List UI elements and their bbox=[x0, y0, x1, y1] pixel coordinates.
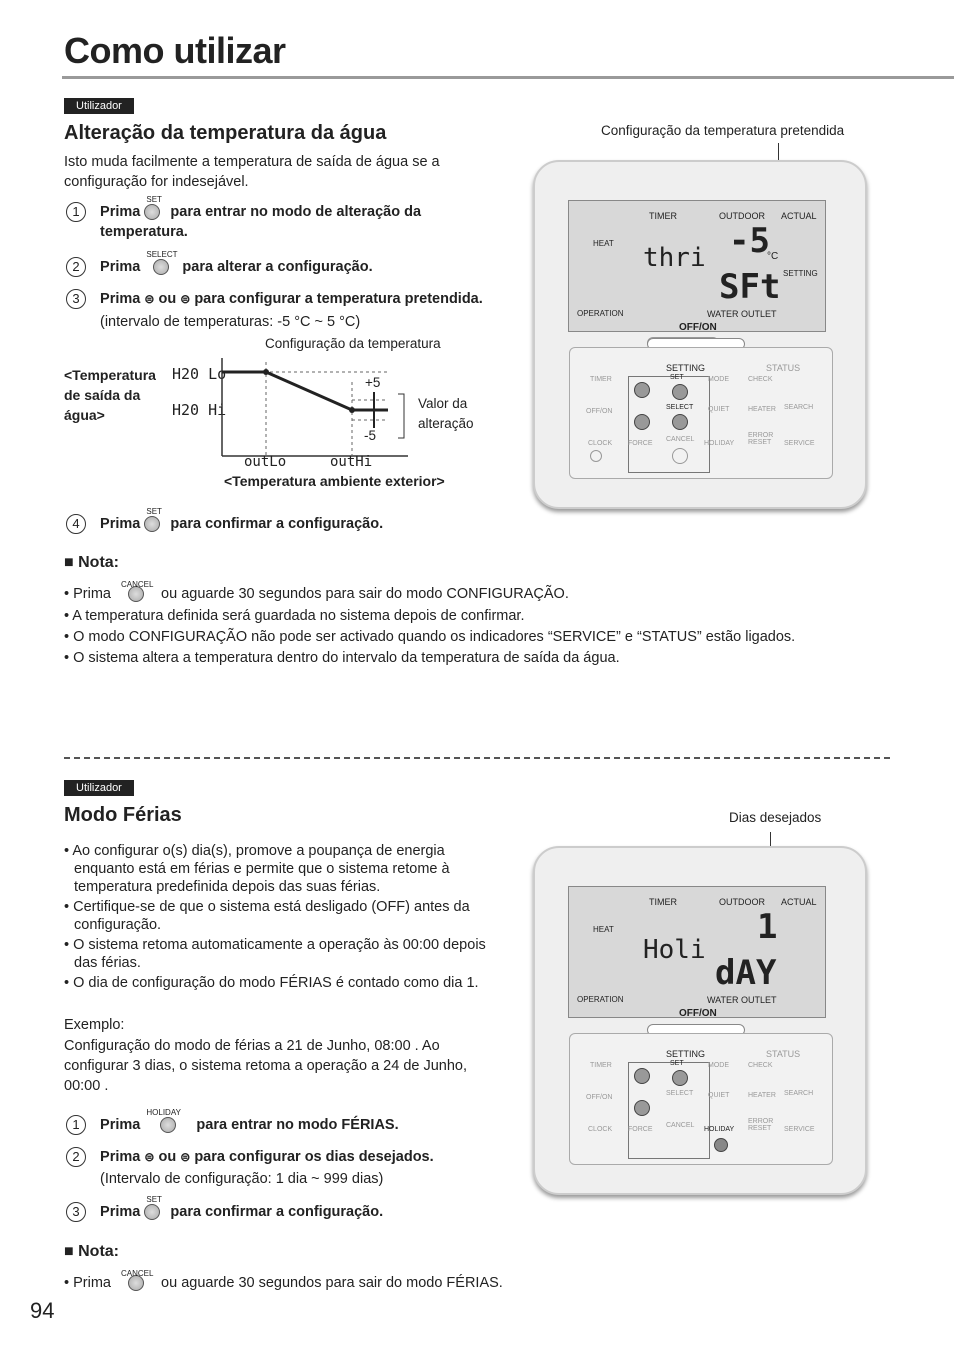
lcd-screen bbox=[568, 886, 826, 1018]
valor-line: Valor da bbox=[418, 396, 468, 411]
offon-btn-label: OFF/ON bbox=[586, 408, 613, 415]
nota-heading bbox=[64, 554, 119, 572]
graph-x-lo: outLo bbox=[244, 454, 287, 470]
set-button[interactable] bbox=[672, 1070, 688, 1086]
ylabel-line: água> bbox=[64, 407, 105, 423]
note-4: • O sistema altera a temperatura dentro do intervalo da temperatura de saída da água. bbox=[64, 650, 620, 666]
clock-button[interactable] bbox=[590, 450, 602, 462]
graph-xlabel: <Temperatura ambiente exterior> bbox=[224, 473, 445, 489]
graph-y-lo: H20 Lo bbox=[172, 365, 227, 383]
ylabel-line: de saída da bbox=[64, 387, 141, 403]
step-text: para entrar no modo de alteração da bbox=[170, 204, 422, 220]
offon-btn-label: OFF/ON bbox=[586, 1094, 613, 1101]
heater-label: HEATER bbox=[748, 1092, 776, 1099]
error-reset-label: ERROR RESET bbox=[748, 432, 774, 446]
lcd-unit: °C bbox=[767, 251, 779, 262]
up-button[interactable] bbox=[634, 382, 650, 398]
lcd-operation: OPERATION bbox=[577, 309, 624, 318]
step-text: para confirmar a configuração. bbox=[170, 1204, 384, 1220]
step-ou: ou bbox=[158, 1149, 177, 1165]
lcd-value: -5 bbox=[729, 221, 770, 261]
check-label: CHECK bbox=[748, 376, 773, 383]
btn-label: HOLIDAY bbox=[146, 1108, 181, 1117]
clock-label: CLOCK bbox=[588, 1126, 613, 1133]
search-label: SEARCH bbox=[784, 1090, 814, 1097]
lcd-bottom: SFt bbox=[719, 267, 781, 307]
lcd-heat: HEAT bbox=[593, 239, 614, 248]
note-prefix: • Prima bbox=[64, 1275, 111, 1291]
mode-label: MODE bbox=[708, 1062, 729, 1069]
bullet-text: O dia de configuração do modo FÉRIAS é contado como dia 1. bbox=[73, 975, 479, 991]
callout-label: Dias desejados bbox=[729, 810, 822, 825]
section-heading: Alteração da temperatura da água bbox=[64, 122, 387, 144]
holiday-button[interactable] bbox=[714, 1138, 728, 1152]
lcd-timer: TIMER bbox=[649, 897, 677, 907]
step-text: para configurar a temperatura pretendida. bbox=[194, 291, 483, 307]
title-rule bbox=[62, 76, 954, 79]
section-divider bbox=[64, 757, 890, 759]
btn-label: SELECT bbox=[146, 250, 178, 259]
example-label: Exemplo: bbox=[64, 1017, 125, 1033]
select-label: SELECT bbox=[666, 404, 694, 411]
step-4 bbox=[66, 507, 506, 534]
step-2 bbox=[66, 250, 506, 277]
step-prima: Prima bbox=[100, 291, 141, 307]
step-text: para entrar no modo FÉRIAS. bbox=[196, 1117, 399, 1133]
holiday-step-1 bbox=[66, 1108, 506, 1135]
btn-label: CANCEL bbox=[121, 1269, 154, 1278]
graph-ylabel bbox=[64, 365, 156, 425]
ylabel-line: <Temperatura bbox=[64, 367, 156, 383]
step-text: para confirmar a configuração. bbox=[170, 516, 384, 532]
user-tag: Utilizador bbox=[64, 98, 134, 114]
lcd-setting: SETTING bbox=[783, 269, 818, 278]
check-label: CHECK bbox=[748, 1062, 773, 1069]
note-text: ou aguarde 30 segundos para sair do modo CONFIGURAÇÃO. bbox=[161, 586, 569, 602]
heater-label: HEATER bbox=[748, 406, 776, 413]
step-number: 4 bbox=[66, 514, 86, 534]
callout-label: Configuração da temperatura pretendida bbox=[601, 123, 845, 138]
lcd-water-outlet: WATER OUTLET bbox=[707, 995, 777, 1005]
down-button[interactable] bbox=[634, 414, 650, 430]
holiday-label: HOLIDAY bbox=[704, 1126, 735, 1133]
down-arrow-icon: ⊜ bbox=[180, 1150, 191, 1164]
user-tag: Utilizador bbox=[64, 780, 134, 796]
graph-minus: -5 bbox=[364, 428, 377, 443]
page-title: Como utilizar bbox=[64, 30, 286, 71]
up-arrow-icon: ⊜ bbox=[144, 292, 155, 306]
button-panel bbox=[569, 1033, 833, 1165]
step-1 bbox=[66, 195, 506, 242]
set-label: SET bbox=[670, 1060, 684, 1067]
holiday-bullets bbox=[64, 842, 504, 992]
mode-label: MODE bbox=[708, 376, 729, 383]
down-button[interactable] bbox=[634, 1100, 650, 1116]
step-number: 1 bbox=[66, 1115, 86, 1135]
valor-line: alteração bbox=[418, 416, 474, 431]
timer-label: TIMER bbox=[590, 1062, 612, 1069]
step-number: 2 bbox=[66, 257, 86, 277]
cancel-button[interactable] bbox=[672, 448, 688, 464]
note-text: ou aguarde 30 segundos para sair do modo FÉRIAS. bbox=[161, 1275, 503, 1291]
step-prima: Prima bbox=[100, 1204, 141, 1220]
square-bullet-icon: ■ bbox=[64, 1243, 79, 1260]
force-label: FORCE bbox=[628, 1126, 653, 1133]
graph-valor bbox=[418, 394, 474, 434]
lcd-operation: OPERATION bbox=[577, 995, 624, 1004]
temperature-graph bbox=[218, 352, 413, 462]
note-prefix: • Prima bbox=[64, 586, 111, 602]
lcd-actual: ACTUAL bbox=[781, 211, 817, 221]
button-panel bbox=[569, 347, 833, 479]
example-text: Configuração do modo de férias a 21 de Junho, 08:00 . Ao configurar 3 dias, o sistema retoma a operação a 24 de Junho, 00:00 . bbox=[64, 1038, 468, 1094]
remote-controller bbox=[533, 160, 867, 509]
btn-label: CANCEL bbox=[121, 580, 154, 589]
nota-label: Nota: bbox=[78, 554, 119, 571]
status-label: STATUS bbox=[766, 363, 801, 373]
step-text: para alterar a configuração. bbox=[182, 259, 373, 275]
step-text-2: temperatura. bbox=[100, 224, 188, 240]
page-number: 94 bbox=[30, 1298, 55, 1323]
intro-text: Isto muda facilmente a temperatura de saída de água se a configuração for indesejável. bbox=[64, 154, 440, 190]
lcd-timer: TIMER bbox=[649, 211, 677, 221]
bullet-item: • O dia de configuração do modo FÉRIAS é contado como dia 1. bbox=[64, 975, 479, 991]
step-prima: Prima bbox=[100, 516, 141, 532]
remote-controller bbox=[533, 846, 867, 1195]
status-label: STATUS bbox=[766, 1049, 801, 1059]
nota-heading bbox=[64, 1243, 119, 1261]
note-1 bbox=[64, 1269, 503, 1294]
bullet-text: Certifique-se de que o sistema está desligado (OFF) antes da configuração. bbox=[73, 899, 470, 933]
bullet-item: • O sistema retoma automaticamente a operação às 00:00 depois das férias. bbox=[64, 937, 486, 971]
note-3: • O modo CONFIGURAÇÃO não pode ser activado quando os indicadores “SERVICE” e “STATUS” estão ligados. bbox=[64, 629, 796, 645]
service-label: SERVICE bbox=[784, 1126, 815, 1133]
cancel-label: CANCEL bbox=[666, 1122, 695, 1129]
offon-label: OFF/ON bbox=[679, 322, 717, 333]
step-ou: ou bbox=[158, 291, 177, 307]
holiday-step-2 bbox=[66, 1147, 506, 1167]
step-number: 3 bbox=[66, 1202, 86, 1222]
graph-y-hi: H20 Hi bbox=[172, 401, 227, 419]
lcd-water-outlet: WATER OUTLET bbox=[707, 309, 777, 319]
nota-label: Nota: bbox=[78, 1243, 119, 1260]
step-3 bbox=[66, 289, 526, 309]
bullet-text: Ao configurar o(s) dia(s), promove a poupança de energia enquanto está em férias e permite que o sistema retome à temperatura predefinida depois das suas férias. bbox=[72, 843, 450, 895]
select-label: SELECT bbox=[666, 1090, 694, 1097]
graph-x-hi: outHi bbox=[330, 454, 373, 470]
lcd-main: thri bbox=[643, 243, 706, 273]
bullet-item: • Certifique-se de que o sistema está desligado (OFF) antes da configuração. bbox=[64, 899, 470, 933]
btn-label: SET bbox=[146, 507, 162, 516]
btn-label: SET bbox=[146, 1195, 162, 1204]
quiet-label: QUIET bbox=[708, 1092, 730, 1099]
note-1 bbox=[64, 580, 569, 605]
holiday-range: (Intervalo de configuração: 1 dia ~ 999 dias) bbox=[100, 1171, 384, 1187]
lcd-bottom: dAY bbox=[715, 953, 777, 993]
setting-label: SETTING bbox=[666, 363, 706, 373]
lcd-outdoor: OUTDOOR bbox=[719, 897, 765, 907]
timer-label: TIMER bbox=[590, 376, 612, 383]
step-text: para configurar os dias desejados. bbox=[194, 1149, 434, 1165]
lcd-heat: HEAT bbox=[593, 925, 614, 934]
section-heading: Modo Férias bbox=[64, 804, 182, 826]
bullet-item: • Ao configurar o(s) dia(s), promove a poupança de energia enquanto está em férias e permite que o sistema retome à temperatura predefinida depois das suas férias. bbox=[64, 843, 450, 895]
step-prima: Prima bbox=[100, 1149, 141, 1165]
select-button[interactable] bbox=[672, 414, 688, 430]
search-label: SEARCH bbox=[784, 404, 814, 411]
lcd-actual: ACTUAL bbox=[781, 897, 817, 907]
lcd-outdoor: OUTDOOR bbox=[719, 211, 765, 221]
step-number: 1 bbox=[66, 202, 86, 222]
cancel-label: CANCEL bbox=[666, 436, 695, 443]
force-label: FORCE bbox=[628, 440, 653, 447]
holiday-label: HOLIDAY bbox=[704, 440, 735, 447]
bullet-text: O sistema retoma automaticamente a operação às 00:00 depois das férias. bbox=[73, 937, 486, 971]
square-bullet-icon: ■ bbox=[64, 554, 79, 571]
step-prima: Prima bbox=[100, 1117, 141, 1133]
quiet-label: QUIET bbox=[708, 406, 730, 413]
service-label: SERVICE bbox=[784, 440, 815, 447]
btn-label: SET bbox=[146, 195, 162, 204]
lcd-main: Holi bbox=[643, 935, 706, 965]
error-reset-label: ERROR RESET bbox=[748, 1118, 774, 1132]
offon-label: OFF/ON bbox=[679, 1008, 717, 1019]
set-label: SET bbox=[670, 374, 684, 381]
holiday-step-3 bbox=[66, 1195, 506, 1222]
graph-config-label: Configuração da temperatura bbox=[265, 336, 441, 351]
step-prima: Prima bbox=[100, 259, 141, 275]
lcd-screen bbox=[568, 200, 826, 332]
set-button[interactable] bbox=[672, 384, 688, 400]
up-arrow-icon: ⊜ bbox=[144, 1150, 155, 1164]
setting-label: SETTING bbox=[666, 1049, 706, 1059]
graph-plus: +5 bbox=[365, 375, 381, 390]
down-arrow-icon: ⊜ bbox=[180, 292, 191, 306]
step-prima: Prima bbox=[100, 204, 141, 220]
note-2: • A temperatura definida será guardada no sistema depois de confirmar. bbox=[64, 608, 525, 624]
up-button[interactable] bbox=[634, 1068, 650, 1084]
step-number: 3 bbox=[66, 289, 86, 309]
lcd-value: 1 bbox=[757, 907, 778, 947]
step-number: 2 bbox=[66, 1147, 86, 1167]
clock-label: CLOCK bbox=[588, 440, 613, 447]
step-3-range: (intervalo de temperaturas: -5 °C ~ 5 °C) bbox=[100, 314, 361, 330]
